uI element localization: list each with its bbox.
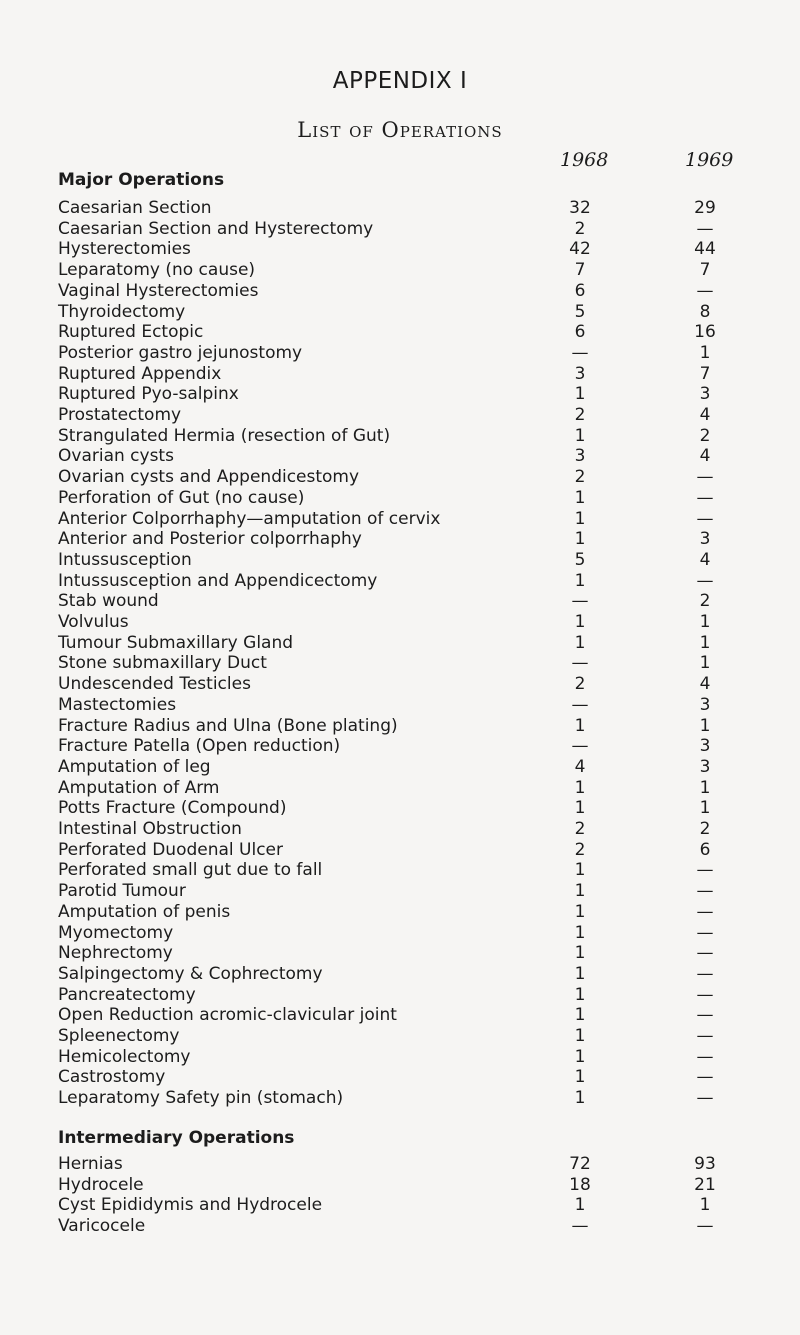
count-1969: 16 [694, 322, 716, 343]
count-1969: 2 [699, 591, 711, 612]
table-row [0, 425, 800, 447]
count-1969: 1 [699, 632, 711, 653]
operation-name: Fracture Radius and Ulna (Bone plating) [58, 715, 398, 736]
operation-name: Intestinal Obstruction [58, 819, 242, 839]
count-1969: 3 [699, 756, 711, 777]
operation-name: Undescended Testicles [58, 674, 251, 695]
count-1968: — [571, 653, 589, 674]
count-1968: 1 [574, 860, 586, 881]
year-header-1969: 1969 [685, 149, 734, 171]
operation-name: Parotid Tumour [58, 881, 186, 902]
operation-name: Caesarian Section [58, 198, 212, 218]
table-row [0, 1004, 800, 1026]
table-row [0, 218, 800, 240]
count-1969: — [696, 984, 714, 1005]
table-row [0, 404, 800, 426]
table-row [0, 590, 800, 612]
table-row [0, 735, 800, 757]
list-title: List of Operations [297, 118, 503, 142]
count-1968: 1 [574, 984, 586, 1005]
operation-name: Stab wound [58, 591, 159, 612]
count-1968: 32 [569, 198, 591, 218]
count-1968: 1 [574, 508, 586, 529]
count-1969: — [696, 1046, 714, 1067]
operation-name: Pancreatectomy [58, 984, 196, 1005]
count-1968: 2 [574, 674, 586, 695]
operation-name: Perforated Duodenal Ulcer [58, 839, 284, 860]
count-1969: — [696, 1005, 714, 1026]
count-1969: 4 [699, 549, 711, 570]
count-1969: — [696, 487, 714, 508]
count-1969: — [696, 1215, 714, 1236]
operation-name: Leparatomy Safety pin (stomach) [58, 1088, 344, 1109]
count-1968: 1 [574, 1046, 586, 1067]
count-1969: 93 [694, 1154, 716, 1174]
operation-name: Cyst Epididymis and Hydrocele [58, 1195, 323, 1215]
operation-name: Perforated small gut due to fall [58, 860, 323, 881]
operation-name: Spleenectomy [58, 1026, 180, 1046]
table-row [0, 1153, 800, 1175]
count-1969: 4 [699, 674, 711, 695]
table-row [0, 363, 800, 385]
operation-name: Open Reduction acromic-clavicular joint [58, 1005, 397, 1026]
count-1968: 1 [574, 1195, 586, 1215]
count-1968: 3 [574, 363, 586, 384]
count-1968: 2 [574, 819, 586, 839]
operation-name: Ovarian cysts [58, 446, 174, 467]
count-1969: 1 [699, 653, 711, 674]
operation-name: Hernias [58, 1154, 123, 1174]
table-row [0, 756, 800, 778]
count-1968: 1 [574, 425, 586, 446]
count-1969: 4 [699, 405, 711, 425]
count-1969: 7 [699, 260, 711, 281]
count-1968: 1 [574, 777, 586, 798]
table-row [0, 342, 800, 364]
count-1969: — [696, 508, 714, 529]
table-row [0, 797, 800, 819]
operation-name: Anterior and Posterior colporrhaphy [58, 529, 362, 550]
count-1968: 2 [574, 218, 586, 239]
count-1969: — [696, 280, 714, 301]
operation-name: Ruptured Pyo-salpinx [58, 384, 239, 405]
operation-name: Fracture Patella (Open reduction) [58, 736, 341, 757]
operation-name: Amputation of Arm [58, 777, 220, 798]
count-1969: 3 [699, 736, 711, 757]
table-row [0, 466, 800, 488]
table-row [0, 880, 800, 902]
operation-name: Mastectomies [58, 694, 177, 715]
count-1968: 18 [569, 1174, 591, 1195]
count-1968: 1 [574, 487, 586, 508]
table-row [0, 673, 800, 695]
count-1969: — [696, 881, 714, 902]
count-1968: 2 [574, 467, 586, 488]
count-1969: 2 [699, 425, 711, 446]
count-1968: — [571, 342, 589, 363]
operation-name: Ovarian cysts and Appendicestomy [58, 467, 360, 488]
count-1968: 2 [574, 405, 586, 425]
operation-name: Perforation of Gut (no cause) [58, 487, 305, 508]
table-row [0, 487, 800, 509]
table-row [0, 1025, 800, 1047]
count-1968: 1 [574, 1088, 586, 1109]
table-row [0, 197, 800, 219]
count-1968: 3 [574, 446, 586, 467]
operation-name: Ruptured Appendix [58, 363, 222, 384]
table-row [0, 528, 800, 550]
table-row [0, 280, 800, 302]
table-row [0, 715, 800, 737]
operation-name: Hemicolectomy [58, 1046, 191, 1067]
count-1969: — [696, 860, 714, 881]
operation-name: Varicocele [58, 1215, 146, 1236]
count-1968: 1 [574, 1026, 586, 1046]
count-1969: 7 [699, 363, 711, 384]
count-1968: 6 [574, 280, 586, 301]
table-row [0, 1194, 800, 1216]
count-1968: 4 [574, 756, 586, 777]
count-1969: — [696, 1067, 714, 1088]
count-1968: 7 [574, 260, 586, 281]
count-1969: 1 [699, 798, 711, 819]
count-1969: 3 [699, 694, 711, 715]
table-row [0, 632, 800, 654]
count-1968: 1 [574, 632, 586, 653]
count-1969: 4 [699, 446, 711, 467]
operation-name: Tumour Submaxillary Gland [58, 632, 294, 653]
count-1969: 1 [699, 612, 711, 632]
count-1969: 3 [699, 384, 711, 405]
table-row [0, 508, 800, 530]
count-1969: — [696, 901, 714, 922]
intermediary-operations-heading: Intermediary Operations [58, 1128, 295, 1148]
count-1968: 1 [574, 798, 586, 819]
count-1968: — [571, 736, 589, 757]
count-1969: — [696, 570, 714, 591]
count-1969: 6 [699, 839, 711, 860]
operation-name: Myomectomy [58, 922, 174, 943]
operation-name: Vaginal Hysterectomies [58, 280, 259, 301]
count-1968: — [571, 1215, 589, 1236]
operation-name: Intussusception [58, 549, 192, 570]
table-row [0, 611, 800, 633]
count-1969: — [696, 467, 714, 488]
count-1969: 8 [699, 301, 711, 322]
operation-name: Anterior Colporrhaphy—amputation of cervix [58, 508, 441, 529]
table-row [0, 238, 800, 260]
count-1968: 1 [574, 881, 586, 902]
count-1968: 1 [574, 1067, 586, 1088]
count-1968: 1 [574, 612, 586, 632]
operation-name: Amputation of leg [58, 756, 211, 777]
count-1969: 1 [699, 342, 711, 363]
table-row [0, 1066, 800, 1088]
operation-name: Nephrectomy [58, 943, 173, 964]
table-row [0, 383, 800, 405]
table-row [0, 259, 800, 281]
count-1968: 1 [574, 943, 586, 964]
count-1969: — [696, 943, 714, 964]
table-row [0, 1087, 800, 1109]
count-1968: 1 [574, 1005, 586, 1026]
operation-name: Caesarian Section and Hysterectomy [58, 218, 374, 239]
table-row [0, 859, 800, 881]
table-row [0, 942, 800, 964]
operation-name: Ruptured Ectopic [58, 322, 204, 343]
count-1968: — [571, 591, 589, 612]
operation-name: Thyroidectomy [58, 301, 186, 322]
operation-name: Hydrocele [58, 1174, 144, 1195]
table-row [0, 694, 800, 716]
count-1968: 42 [569, 239, 591, 260]
count-1969: 44 [694, 239, 716, 260]
count-1969: 3 [699, 529, 711, 550]
count-1969: 2 [699, 819, 711, 839]
count-1969: — [696, 963, 714, 984]
table-row [0, 445, 800, 467]
count-1968: 1 [574, 901, 586, 922]
count-1968: 5 [574, 301, 586, 322]
count-1969: — [696, 1088, 714, 1109]
count-1968: 5 [574, 549, 586, 570]
table-row [0, 301, 800, 323]
major-operations-heading: Major Operations [58, 170, 225, 190]
operation-name: Salpingectomy & Cophrectomy [58, 963, 323, 984]
table-row [0, 984, 800, 1006]
operation-name: Castrostomy [58, 1067, 166, 1088]
count-1969: 1 [699, 777, 711, 798]
count-1968: 72 [569, 1154, 591, 1174]
count-1969: 21 [694, 1174, 716, 1195]
table-row [0, 549, 800, 571]
count-1968: — [571, 694, 589, 715]
count-1969: 29 [694, 198, 716, 218]
count-1968: 1 [574, 529, 586, 550]
operation-name: Intussusception and Appendicectomy [58, 570, 378, 591]
table-row [0, 1174, 800, 1196]
count-1968: 1 [574, 922, 586, 943]
count-1968: 1 [574, 570, 586, 591]
table-row [0, 570, 800, 592]
count-1969: — [696, 922, 714, 943]
count-1968: 6 [574, 322, 586, 343]
operation-name: Amputation of penis [58, 901, 231, 922]
operation-name: Posterior gastro jejunostomy [58, 342, 303, 363]
operation-name: Hysterectomies [58, 239, 191, 260]
operation-name: Strangulated Hermia (resection of Gut) [58, 425, 391, 446]
count-1969: 1 [699, 1195, 711, 1215]
operation-name: Leparatomy (no cause) [58, 260, 256, 281]
table-row [0, 321, 800, 343]
table-row [0, 922, 800, 944]
count-1969: 1 [699, 715, 711, 736]
operation-name: Volvulus [58, 612, 129, 632]
operation-name: Prostatectomy [58, 405, 182, 425]
table-row [0, 652, 800, 674]
table-row [0, 1046, 800, 1068]
count-1968: 1 [574, 384, 586, 405]
count-1969: — [696, 1026, 714, 1046]
table-row [0, 901, 800, 923]
count-1969: — [696, 218, 714, 239]
table-row [0, 963, 800, 985]
year-header-1968: 1968 [560, 149, 609, 171]
operation-name: Stone submaxillary Duct [58, 653, 267, 674]
appendix-heading: APPENDIX I [332, 68, 468, 94]
count-1968: 1 [574, 963, 586, 984]
table-row [0, 839, 800, 861]
table-row [0, 777, 800, 799]
operation-name: Potts Fracture (Compound) [58, 798, 287, 819]
table-row [0, 1215, 800, 1237]
table-row [0, 818, 800, 840]
count-1968: 1 [574, 715, 586, 736]
count-1968: 2 [574, 839, 586, 860]
